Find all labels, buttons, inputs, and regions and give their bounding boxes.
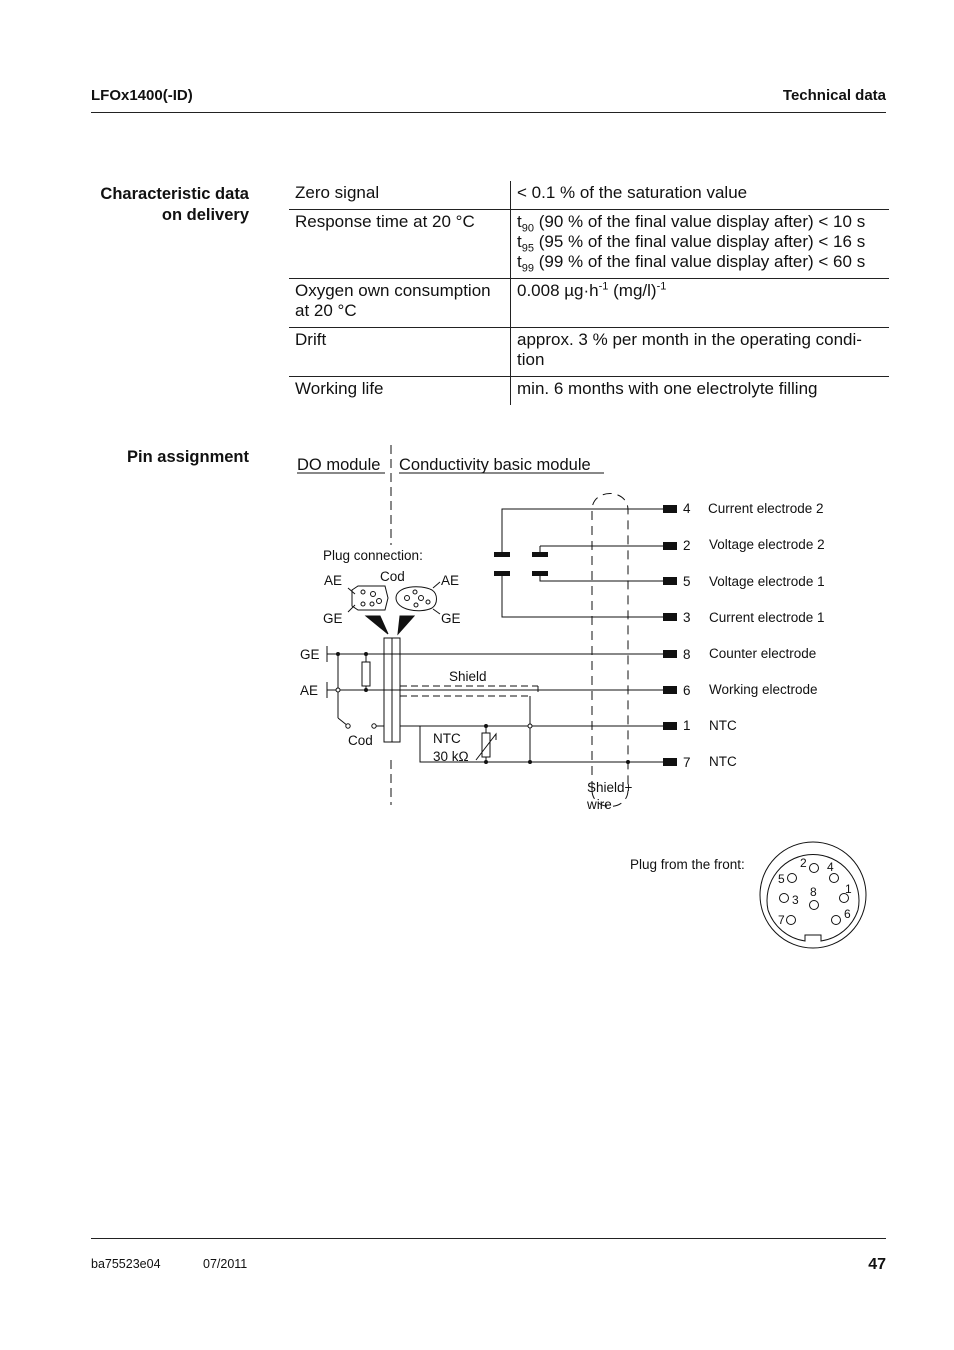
plug-connection-label: Plug connection: [323,548,423,563]
svg-text:4: 4 [827,860,834,874]
ntc-label: NTC [433,731,461,746]
shield-label: Shield [449,669,487,684]
pin-name: Counter electrode [709,646,817,661]
cod-line-label: Cod [348,733,373,748]
response-line-t99: $t_{99}$ (99 % of the final value display after) < 60 s [517,252,866,275]
pin-name: Current electrode 2 [708,501,824,516]
characteristic-heading-line2: on delivery [161,206,249,224]
wiring-diagram [0,430,954,960]
footer-rule [91,1238,886,1239]
shield-wire-label-2: wire [587,797,612,812]
wire-pin3 [502,573,663,617]
pin-number: 2 [683,538,691,553]
row-value: min. 6 months with one electrolyte filling [511,377,890,406]
pin-number: 6 [683,683,691,698]
plug-cone-right [398,616,414,634]
table-row [289,328,889,377]
pin-number: 4 [683,501,691,516]
ae-line-label: AE [300,683,319,698]
plug-connection-icon-left [348,586,388,612]
ntc-value-label: 30 kΩ [433,749,469,764]
plug-connection-icon-right [396,582,440,614]
table-row [289,377,889,406]
ge-label-right: GE [441,611,461,626]
row-label: Working life [289,377,511,406]
cod-label-top: Cod [380,569,405,584]
shield-wire-oval [592,494,628,807]
response-line-t95: $t_{95}$ (95 % of the final value display after) < 16 s [517,232,866,255]
row-value: < 0.1 % of the saturation value [517,183,748,202]
svg-text:6: 6 [844,907,851,921]
ntc-thermistor [482,733,490,757]
ae-label-right: AE [441,573,460,588]
pin-name: Working electrode [709,682,818,697]
ae-label-left: AE [324,573,343,588]
do-module-label: DO module [297,456,381,474]
characteristic-heading [100,184,249,226]
footer-date: 07/2011 [203,1257,248,1271]
pin-name: Current electrode 1 [709,610,825,625]
section-title: Technical data [782,87,886,104]
svg-text:8: 8 [810,885,817,899]
svg-text:1: 1 [845,882,852,896]
header-rule [91,112,886,113]
ge-label-left: GE [323,611,343,626]
table-row [289,210,889,279]
svg-text:5: 5 [778,872,785,886]
characteristic-table [289,181,889,405]
page-number: 47 [868,1256,886,1273]
row-label: Drift [289,328,511,377]
row-label: Response time at 20 °C [289,210,511,279]
plug-cone-left [366,616,388,634]
row-label: Oxygen own consumption at 20 °C [289,279,511,328]
ge-line-label: GE [300,647,320,662]
shield-wire-label-1: Shield+ [587,780,633,795]
resistor [362,662,370,686]
svg-text:2: 2 [800,856,807,870]
svg-text:7: 7 [778,913,785,927]
pin-name: Voltage electrode 2 [709,537,825,552]
response-line-t90: $t_{90}$ (90 % of the final value display after) < 10 s [517,212,866,235]
svg-text:3: 3 [792,893,799,907]
pin-terminals [663,505,677,766]
pin-name: Voltage electrode 1 [709,574,825,589]
pin-number: 7 [683,755,691,770]
pin-number: 5 [683,574,691,589]
conductivity-module-label: Conductivity basic module [399,456,591,474]
row-label: Zero signal [289,181,511,210]
document-title: LFOx1400(-ID) [91,87,193,104]
characteristic-heading-line1: Characteristic data [100,185,249,203]
pin-number: 1 [683,718,691,733]
row-value [511,210,890,279]
pin-name: NTC [709,718,737,733]
footer-doc-id: ba75523e04 [91,1257,161,1271]
pin-number: 8 [683,647,691,662]
pin-number: 3 [683,610,691,625]
pin-assignment-heading: Pin assignment [127,448,249,466]
row-value: approx. 3 % per month in the operating condi- tion [511,328,890,377]
table-row [289,181,889,210]
capacitors [494,552,548,576]
table-row [289,279,889,328]
wire-pin4 [502,509,663,555]
pin-name: NTC [709,754,737,769]
row-value: 0.008 $\mu g\cdot h^{-1}$ $(mg/l)^{-1}$ [511,279,890,328]
plug-front-label: Plug from the front: [630,857,745,872]
wire-pin5 [540,573,663,581]
